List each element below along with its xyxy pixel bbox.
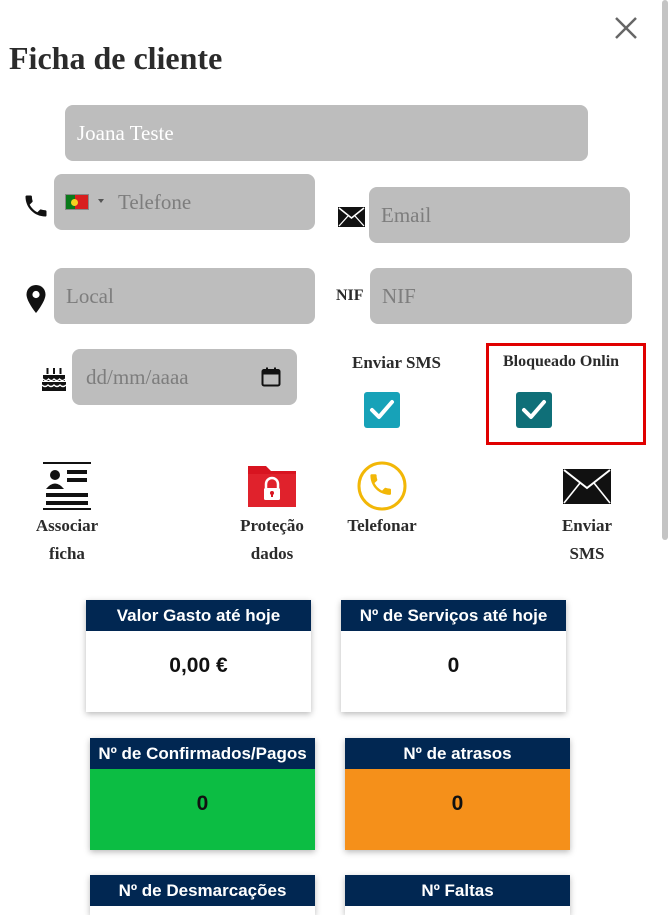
phone-input[interactable] — [108, 174, 328, 230]
location-pin-icon — [24, 284, 48, 314]
phone-circle-icon — [356, 460, 408, 512]
checkmark-icon — [369, 399, 395, 421]
stat-card-value: 0 — [447, 654, 460, 677]
stat-card-label: Nº de atrasos — [345, 738, 570, 769]
client-name-input[interactable] — [65, 105, 588, 161]
stat-card-value: 0 — [196, 792, 209, 815]
chevron-down-icon[interactable] — [98, 199, 104, 203]
birthday-cake-icon — [40, 366, 68, 394]
send-sms-button[interactable] — [542, 460, 632, 568]
scrollbar[interactable] — [662, 0, 668, 540]
stat-card-label: Nº de Serviços até hoje — [341, 600, 566, 631]
blocked-online-label: Bloqueado Onlin — [503, 353, 620, 370]
local-input[interactable] — [54, 268, 315, 324]
stat-card-label: Nº Faltas — [345, 875, 570, 906]
close-icon — [612, 14, 640, 42]
send-sms-action-label-1: Enviar — [561, 516, 613, 535]
call-label: Telefonar — [347, 516, 417, 535]
stat-card-cancellations — [90, 875, 315, 915]
stat-card-confirmed — [90, 738, 315, 850]
stat-card-services — [341, 600, 566, 712]
associate-record-label-2: ficha — [49, 544, 85, 563]
send-sms-label: Enviar SMS — [352, 353, 441, 372]
associate-record-label-1: Associar — [35, 516, 99, 535]
calendar-icon[interactable] — [261, 367, 281, 387]
nif-input[interactable] — [370, 268, 632, 324]
stat-card-label: Valor Gasto até hoje — [86, 600, 311, 631]
birthdate-field — [72, 349, 297, 405]
data-protection-label-1: Proteção — [240, 516, 304, 535]
stat-card-delays — [345, 738, 570, 850]
id-card-icon — [41, 460, 93, 512]
page-title: Ficha de cliente — [9, 40, 223, 76]
stat-card-spent — [86, 600, 311, 712]
locked-folder-icon — [246, 460, 298, 512]
call-button[interactable] — [336, 460, 428, 540]
blocked-online-checkbox[interactable] — [516, 392, 552, 428]
birthdate-input[interactable] — [72, 349, 252, 405]
data-protection-label-2: dados — [250, 544, 294, 563]
phone-icon — [22, 192, 50, 220]
send-sms-action-label-2: SMS — [569, 544, 605, 563]
stat-card-value: 0,00 € — [169, 654, 228, 677]
stat-card-value: 0 — [451, 792, 464, 815]
data-protection-button[interactable] — [227, 460, 317, 568]
close-button[interactable] — [612, 14, 640, 42]
send-sms-checkbox[interactable] — [364, 392, 400, 428]
checkmark-icon — [521, 399, 547, 421]
envelope-icon — [561, 460, 613, 512]
stat-card-absences — [345, 875, 570, 915]
email-input[interactable] — [369, 187, 630, 243]
phone-field — [54, 174, 315, 230]
stat-card-label: Nº de Desmarcações — [90, 875, 315, 906]
nif-label: NIF — [336, 287, 364, 304]
stat-card-label: Nº de Confirmados/Pagos — [90, 738, 315, 769]
email-icon — [338, 207, 365, 227]
associate-record-button[interactable] — [22, 460, 112, 568]
country-flag-portugal-icon[interactable] — [65, 194, 89, 210]
